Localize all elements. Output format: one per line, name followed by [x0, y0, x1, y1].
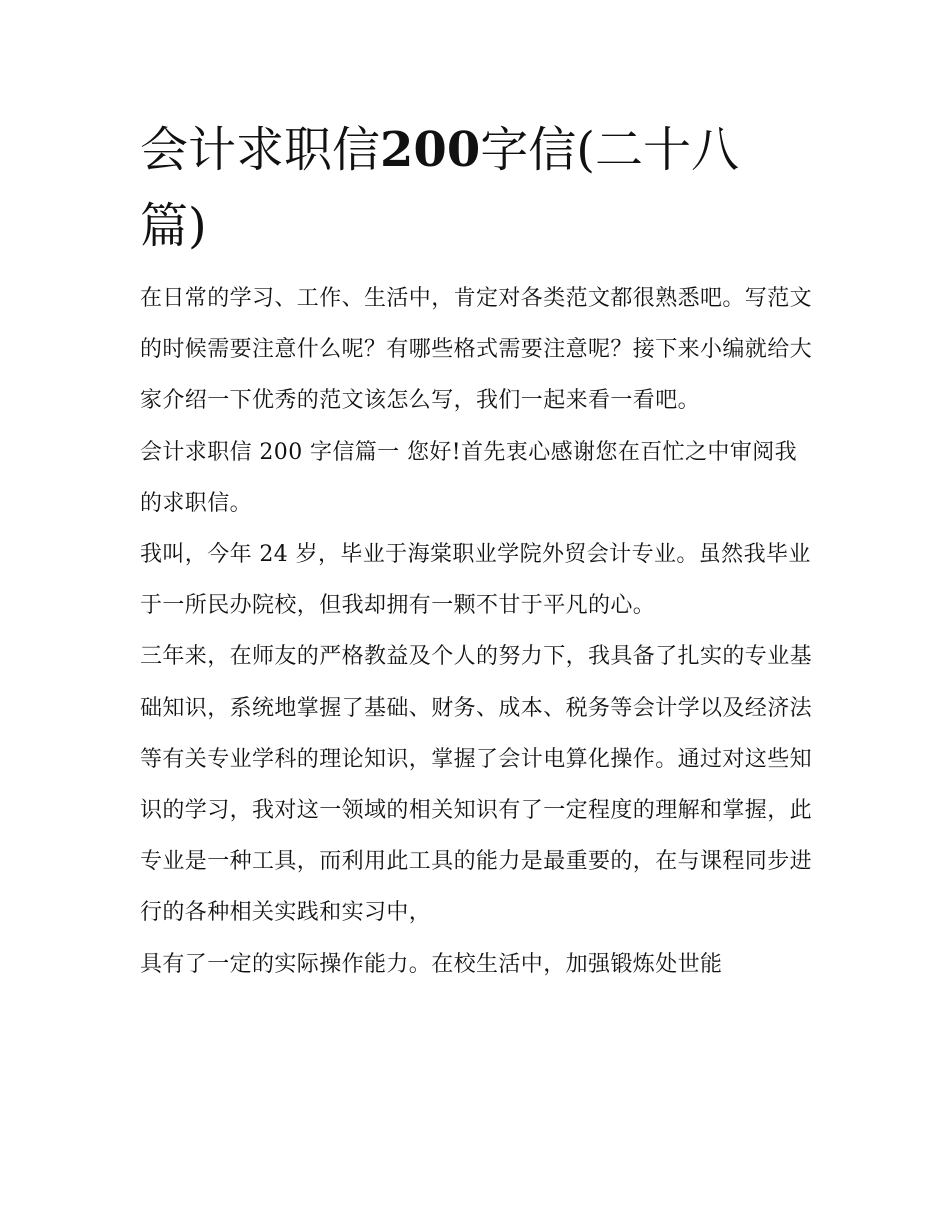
- title-text-start: 会计求职信: [140, 122, 381, 178]
- paragraph-letter-opening: 会计求职信 200 字信篇一 您好!首先衷心感谢您在百忙之中审阅我的求职信。: [140, 439, 798, 516]
- paragraph-education: 三年来，在师友的严格教益及个人的努力下，我具备了扎实的专业基础知识，系统地掌握了基础、财务、成本、税务等会计学以及经济法等有关专业学科的理论知识，掌握了会计电算化操作。通过对这些知识的学习，我对这一领域的相关知识有了一定程度的理解和掌握，此专业是一种工具，而利用此工具的能力是最重要的，在与课程同步进行的各种相关实践和实习中，: [140, 644, 813, 926]
- document-body: [140, 273, 812, 990]
- paragraph-intro: 在日常的学习、工作、生活中，肯定对各类范文都很熟悉吧。写范文的时候需要注意什么呢？有哪些格式需要注意呢？接下来小编就给大家介绍一下优秀的范文该怎么写，我们一起来看一看吧。: [140, 286, 813, 414]
- document-title: [140, 112, 780, 264]
- paragraph-self-introduction: 我叫，今年 24 岁，毕业于海棠职业学院外贸会计专业。虽然我毕业于一所民办院校，但我却拥有一颗不甘于平凡的心。: [140, 542, 811, 619]
- paragraph-practice: 具有了一定的实际操作能力。在校生活中，加强锻炼处世能: [140, 951, 723, 977]
- title-number: 200: [380, 122, 481, 178]
- title-text-end: 字信(二十八篇): [140, 122, 739, 254]
